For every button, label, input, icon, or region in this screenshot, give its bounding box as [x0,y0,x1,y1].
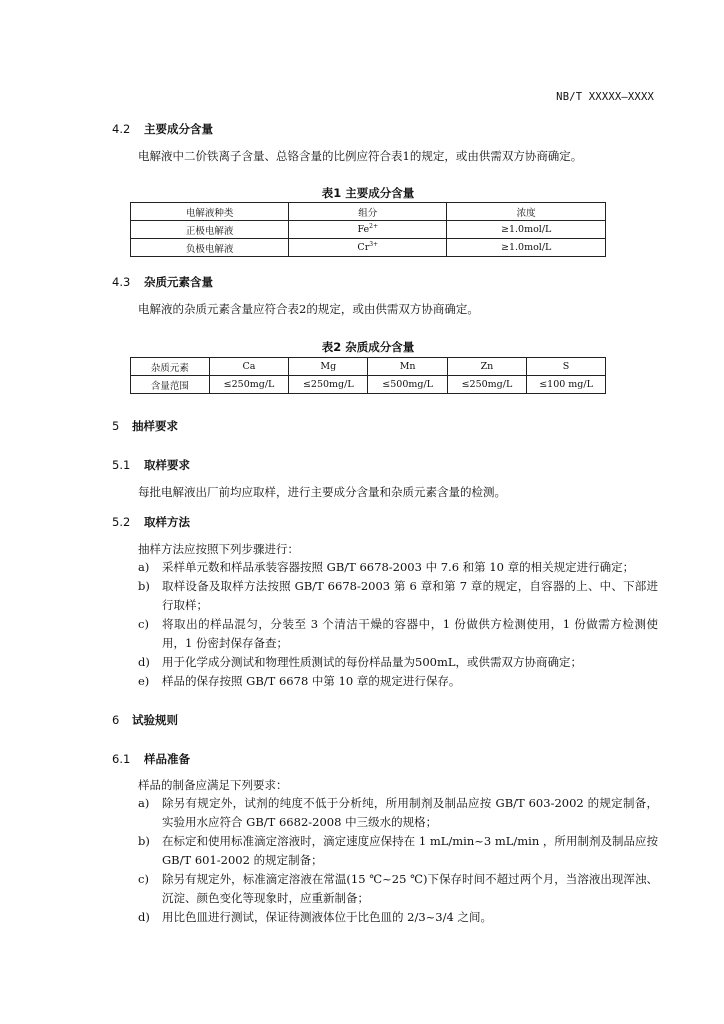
section-number: 6.1 [112,752,131,766]
list-item [138,577,658,615]
list-item [138,832,658,870]
list-item-text: 用于化学成分测试和物理性质测试的每份样品量为500mL，或供需双方协商确定； [162,655,582,669]
table-cell: 含量范围 [131,376,210,394]
list-item [138,615,658,653]
list-item [138,908,658,927]
ion-charge: 3+ [369,241,379,249]
table-cell: ≤250mg/L [447,376,526,394]
table-header-cell: 组分 [289,203,447,221]
sampling-steps-list [138,558,658,691]
list-marker: c) [138,872,149,886]
list-marker: a) [138,796,150,810]
table-header-cell: Mn [368,358,447,376]
list-item-text: 取样设备及取样方法按照 GB/T 6678-2003 第 6 章和第 7 章的规定，自容器的上、中、下部进行取样； [162,579,658,612]
table-header-cell: 浓度 [447,203,606,221]
section-number: 4.3 [112,275,131,289]
list-item-text: 除另有规定外，试剂的纯度不低于分析纯，所用制剂及制品应按 GB/T 603-2002 的规定制备，实验用水应符合 GB/T 6682-2008 中三级水的规格； [162,796,658,829]
ion-charge: 2+ [369,223,379,231]
list-marker: d) [138,655,150,669]
table-2 [130,357,606,394]
section-title: 杂质元素含量 [144,275,213,289]
list-item-text: 在标定和使用标准滴定溶液时，滴定速度应保持在 1 mL/min~3 mL/min ，所用制剂及制品应按 GB/T 601-2002 的规定制备； [162,834,658,867]
component-symbol: Cr [357,242,370,254]
section-5-heading [112,418,178,434]
section-6-heading [112,712,178,728]
table-row [131,221,606,239]
section-5-1-paragraph: 每批电解液出厂前均应取样，进行主要成分含量和杂质元素含量的检测。 [138,485,506,499]
section-5-2-heading [112,514,190,530]
section-title: 主要成分含量 [144,122,213,136]
list-item-text: 用比色皿进行测试，保证待测液体位于比色皿的 2/3~3/4 之间。 [162,910,492,924]
table-cell: ≤250mg/L [209,376,288,394]
section-title: 试验规则 [132,713,178,727]
list-item [138,558,658,577]
table-cell [289,239,447,257]
list-item-text: 除另有规定外，标准滴定溶液在常温(15 ℃~25 ℃)下保存时间不超过两个月，当溶液出现浑浊、沉淀、颜色变化等现象时，应重新制备； [162,872,658,905]
list-marker: e) [138,674,150,688]
table-cell: ≤250mg/L [289,376,368,394]
table-row [131,239,606,257]
table-header-cell: 电解液种类 [131,203,289,221]
table-cell: 正极电解液 [131,221,289,239]
table-cell: ≤500mg/L [368,376,447,394]
section-number: 5 [112,419,120,433]
list-item [138,794,658,832]
section-6-1-heading [112,751,190,767]
list-item [138,870,658,908]
list-item-text: 样品的保存按照 GB/T 6678 中第 10 章的规定进行保存。 [162,674,461,688]
table-row [131,376,606,394]
section-5-1-heading [112,457,190,473]
table-header-row [131,203,606,221]
section-title: 样品准备 [144,752,190,766]
table-header-cell: Mg [289,358,368,376]
list-marker: b) [138,579,150,593]
section-4-2-paragraph: 电解液中二价铁离子含量、总铬含量的比例应符合表1的规定，或由供需双方协商确定。 [138,149,583,163]
table-header-row [131,358,606,376]
section-4-3-paragraph: 电解液的杂质元素含量应符合表2的规定，或由供需双方协商确定。 [138,302,479,316]
section-4-2-heading [112,121,213,137]
table-cell: 负极电解液 [131,239,289,257]
standard-number: NB/T XXXXX—XXXX [556,91,654,103]
section-4-3-heading [112,274,213,290]
section-title: 抽样要求 [132,419,178,433]
table-header-cell: Ca [209,358,288,376]
table-cell: ≤100 mg/L [527,376,606,394]
sample-preparation-list [138,794,658,927]
list-item [138,672,658,691]
section-title: 取样方法 [144,515,190,529]
table-1 [130,202,606,257]
table-1-caption: 表1 主要成分含量 [321,186,415,200]
table-header-cell: 杂质元素 [131,358,210,376]
table-cell: ≥1.0mol/L [447,221,606,239]
table-cell: ≥1.0mol/L [447,239,606,257]
section-number: 6 [112,713,120,727]
list-item-text: 将取出的样品混匀，分装至 3 个清洁干燥的容器中，1 份做供方检测使用，1 份做需方检测使用，1 份密封保存备查； [162,617,658,650]
section-number: 4.2 [112,122,131,136]
section-number: 5.1 [112,458,131,472]
table-cell [289,221,447,239]
section-5-2-intro: 抽样方法应按照下列步骤进行： [138,542,299,556]
list-item-text: 采样单元数和样品承装容器按照 GB/T 6678-2003 中 7.6 和第 10 章的相关规定进行确定； [162,560,635,574]
table-2-caption: 表2 杂质成分含量 [321,340,415,354]
list-item [138,653,658,672]
section-number: 5.2 [112,515,131,529]
list-marker: b) [138,834,150,848]
table-header-cell: Zn [447,358,526,376]
list-marker: c) [138,617,149,631]
section-title: 取样要求 [144,458,190,472]
list-marker: d) [138,910,150,924]
table-header-cell: S [527,358,606,376]
component-symbol: Fe [357,224,370,236]
section-6-1-intro: 样品的制备应满足下列要求： [138,778,288,792]
list-marker: a) [138,560,150,574]
